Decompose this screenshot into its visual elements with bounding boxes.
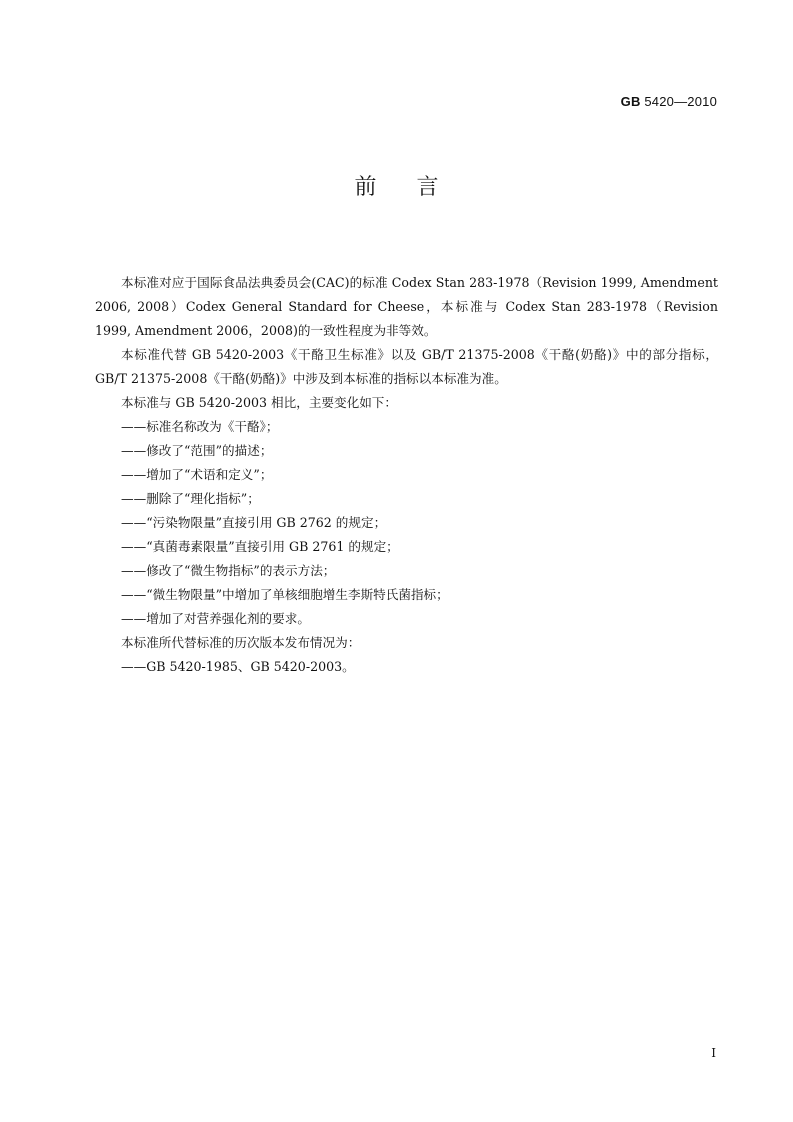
paragraph-changes-intro: 本标准与 GB 5420-2003 相比，主要变化如下：	[121, 395, 397, 410]
standard-code-number: 5420—2010	[644, 94, 717, 109]
list-item: ——修改了“范围”的描述；	[121, 443, 273, 458]
list-item: ——“真菌毒素限量”直接引用 GB 2761 的规定；	[121, 539, 399, 554]
list-item: ——修改了“微生物指标”的表示方法；	[121, 563, 336, 578]
foreword-body	[95, 271, 718, 679]
list-item: ——增加了对营养强化剂的要求。	[121, 611, 310, 626]
list-item: ——标准名称改为《干酪》；	[121, 419, 279, 434]
list-item: ——删除了“理化指标”；	[121, 491, 260, 506]
list-item: ——“微生物限量”中增加了单核细胞增生李斯特氏菌指标；	[121, 587, 449, 602]
standard-code	[621, 94, 717, 109]
standard-code-prefix: GB	[620, 94, 641, 109]
title-char-2: 言	[416, 175, 439, 200]
page-number: I	[711, 1046, 716, 1060]
list-item: ——增加了“术语和定义”；	[121, 467, 273, 482]
history-intro: 本标准所代替标准的历次版本发布情况为：	[121, 635, 361, 650]
title-char-1: 前	[354, 175, 377, 200]
history-versions: ——GB 5420-1985、GB 5420-2003。	[121, 659, 355, 674]
paragraph-replacement: 本标准代替 GB 5420-2003《干酪卫生标准》以及 GB/T 21375-2008《干酪(奶酪)》中的部分指标，GB/T 21375-2008《干酪(奶酪)》中涉及到本标准的指标以本标准为准。	[95, 347, 718, 386]
paragraph-correspondence: 本标准对应于国际食品法典委员会(CAC)的标准 Codex Stan 283-1978（Revision 1999, Amendment 2006, 2008）Codex General Standard for Cheese，本标准与 Codex Stan 283-1978（Revision 1999, Amendment 2006，2008)的一致性程度为非等效。	[95, 275, 718, 338]
list-item: ——“污染物限量”直接引用 GB 2762 的规定；	[121, 515, 387, 530]
page-title	[0, 170, 793, 201]
